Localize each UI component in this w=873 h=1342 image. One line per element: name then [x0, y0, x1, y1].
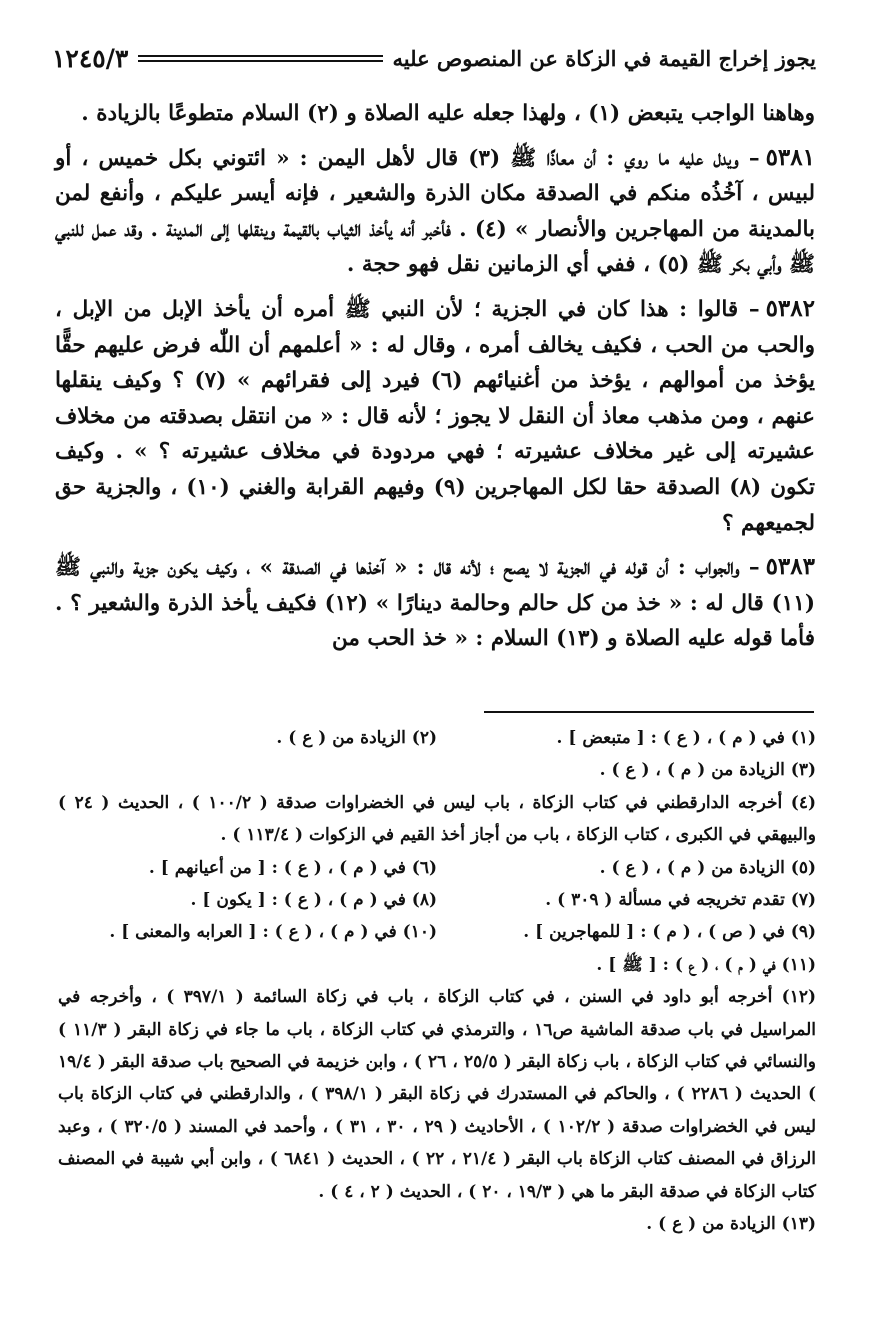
- footnote-row: [58, 981, 816, 1208]
- running-header: [52, 38, 816, 78]
- footnote-3: (٣) الزيادة من ( م ) ، ( ع ) .: [599, 760, 816, 781]
- paragraph-text: – والجواب : أن قوله في الجزية لا يصح ؛ لأنه قال : « آخذها في الصدقة » ، وكيف يكون جزية والنبي ﷺ (١١) قال له : « خذ من كل حالم وحالمة دينارًا » (١٢) فكيف يأخذ الذرة والشعير ؟ . فأما قوله عليه الصلاة و (١٣) السلام : « خذ الحب من: [55, 555, 815, 652]
- footnote-2: (٢) الزيادة من ( ع ) .: [276, 728, 437, 748]
- footnote-row: [58, 916, 816, 948]
- footnote-10: (١٠) في ( م ) ، ( ع ) : [ العرابه والمعنى ] .: [109, 922, 437, 943]
- footnote-8: (٨) في ( م ) ، ( ع ) : [ يكون ] .: [190, 890, 437, 911]
- footnote-12: (١٢) أخرجه أبو داود في السنن ، في كتاب الزكاة ، باب في زكاة السائمة ( ٣٩٧/١ ) ، وأخرجه في المراسيل في باب صدقة الماشية ص١٦ ، والترمذي في كتاب الزكاة ، باب ما جاء في زكاة البقر ( ١١/٣ ) والنسائي في كتاب الزكاة ، باب زكاة البقر ( ٢٥/٥ ، ٢٦ ) ، وابن خزيمة في الصحيح باب صدقة البقر ( ١٩/٤ ) الحديث ( ٢٢٨٦ ) ، والحاكم في المستدرك في زكاة البقر ( ٣٩٨/١ ) ، والدارقطني في كتاب الزكاة باب ليس في الخضراوات صدقة ( ١٠٢/٢ ) ، الأحاديث ( ٢٩ ، ٣٠ ، ٣١ ) ، وأحمد في المسند ( ٣٢٠/٥ ) ، وعبد الرزاق في المصنف كتاب الزكاة باب البقر ( ٢١/٤ ، ٢٢ ) ، الحديث ( ٦٨٤١ ) ، وابن أبي شيبة في المصنف كتاب الزكاة في صدقة البقر ما هي ( ١٩/٣ ، ٢٠ ) ، الحديث ( ٢ ، ٤ ) .: [58, 987, 817, 1202]
- footnote-row: [58, 754, 816, 786]
- paragraph-5383: [55, 549, 815, 657]
- footnote-row: [58, 787, 816, 852]
- paragraph-number: ٥٣٨٢: [765, 294, 815, 322]
- footnote-1: (١) في ( م ) ، ( ع ) : [ متبعض ] .: [556, 728, 816, 748]
- footnote-11: (١١) في ( م ) ، ( ع ) : [ ﷺ ] .: [596, 954, 816, 975]
- page-number: ١٢٤٥/٣: [52, 43, 129, 73]
- footnote-4: (٤) أخرجه الدارقطني في كتاب الزكاة ، باب ليس في الخضراوات صدقة ( ١٠٠/٢ ) ، الحديث ( ٢٤ ) والبيهقي في الكبرى ، كتاب الزكاة ، باب من أجاز أخذ القيم في الزكوات ( ١١٣/٤ ) .: [58, 792, 817, 846]
- paragraph-text: – ويدل عليه ما روي : أن معاذًا ﷺ (٣) قال لأهل اليمن : « ائتوني بكل خميس ، أو لبيس ، آخُذُه منكم في الصدقة مكان الذرة والشعير ، فإنه أيسر عليكم ، وأنفع لمن بالمدينة من المهاجرين والأنصار » (٤) . فأخبر أنه يأخذ الثياب بالقيمة وينقلها إلى المدينة . وقد عمل للنبي ﷺ وأبي بكر ﷺ (٥) ، ففي أي الزمانين نقل فهو حجة .: [55, 145, 815, 278]
- footnote-row: [58, 884, 816, 916]
- footnotes: [58, 722, 816, 1241]
- header-double-rule: [138, 55, 382, 62]
- footnote-row: [58, 722, 816, 754]
- footnote-7: (٧) تقدم تخريجه في مسألة ( ٣٠٩ ) .: [545, 890, 816, 911]
- paragraph-text: – قالوا : هذا كان في الجزية ؛ لأن النبي ﷺ أمره أن يأخذ الإبل من الإبل ، والحب من الحب ، فكيف يخالف أمره ، وقال له : « أعلمهم أن اللّٰه فرض عليهم حقًّا يؤخذ من أموالهم ، يؤخذ من أغنيائهم (٦) فيرد إلى فقرائهم » (٧) ؟ وكيف ينقلها عنهم ، ومن مذهب معاذ أن النقل لا يجوز ؛ لأنه قال : « من انتقل بصدقته من مخلاف عشيرته إلى غير مخلاف عشيرته ؛ فهي مردودة في مخلاف عشيرته ؟ » . وكيف تكون (٨) الصدقة حقا لكل المهاجرين (٩) وفيهم القرابة والغني (١٠) ، والجزية حق لجميعهم ؟: [55, 296, 815, 536]
- footnote-row: [58, 949, 816, 981]
- paragraph-number: ٥٣٨١: [765, 143, 815, 171]
- paragraph-5381: [55, 140, 815, 283]
- footnote-13: (١٣) الزيادة من ( ع ) .: [646, 1214, 816, 1235]
- paragraph-5382: [55, 291, 815, 541]
- paragraph-number: ٥٣٨٣: [765, 553, 815, 581]
- running-title: يجوز إخراج القيمة في الزكاة عن المنصوص عليه: [392, 45, 816, 71]
- paragraph: وهاهنا الواجب يتبعض (١) ، ولهذا جعله عليه الصلاة و (٢) السلام متطوعًا بالزيادة .: [81, 101, 815, 126]
- footnote-separator: [484, 711, 814, 713]
- footnote-row: [58, 1208, 816, 1240]
- main-text: [55, 96, 815, 665]
- footnote-row: [58, 852, 816, 884]
- footnote-5: (٥) الزيادة من ( م ) ، ( ع ) .: [599, 857, 816, 878]
- footnote-9: (٩) في ( ص ) ، ( م ) : [ للمهاجرين ] .: [523, 922, 816, 943]
- footnote-6: (٦) في ( م ) ، ( ع ) : [ من أعيانهم ] .: [148, 857, 437, 878]
